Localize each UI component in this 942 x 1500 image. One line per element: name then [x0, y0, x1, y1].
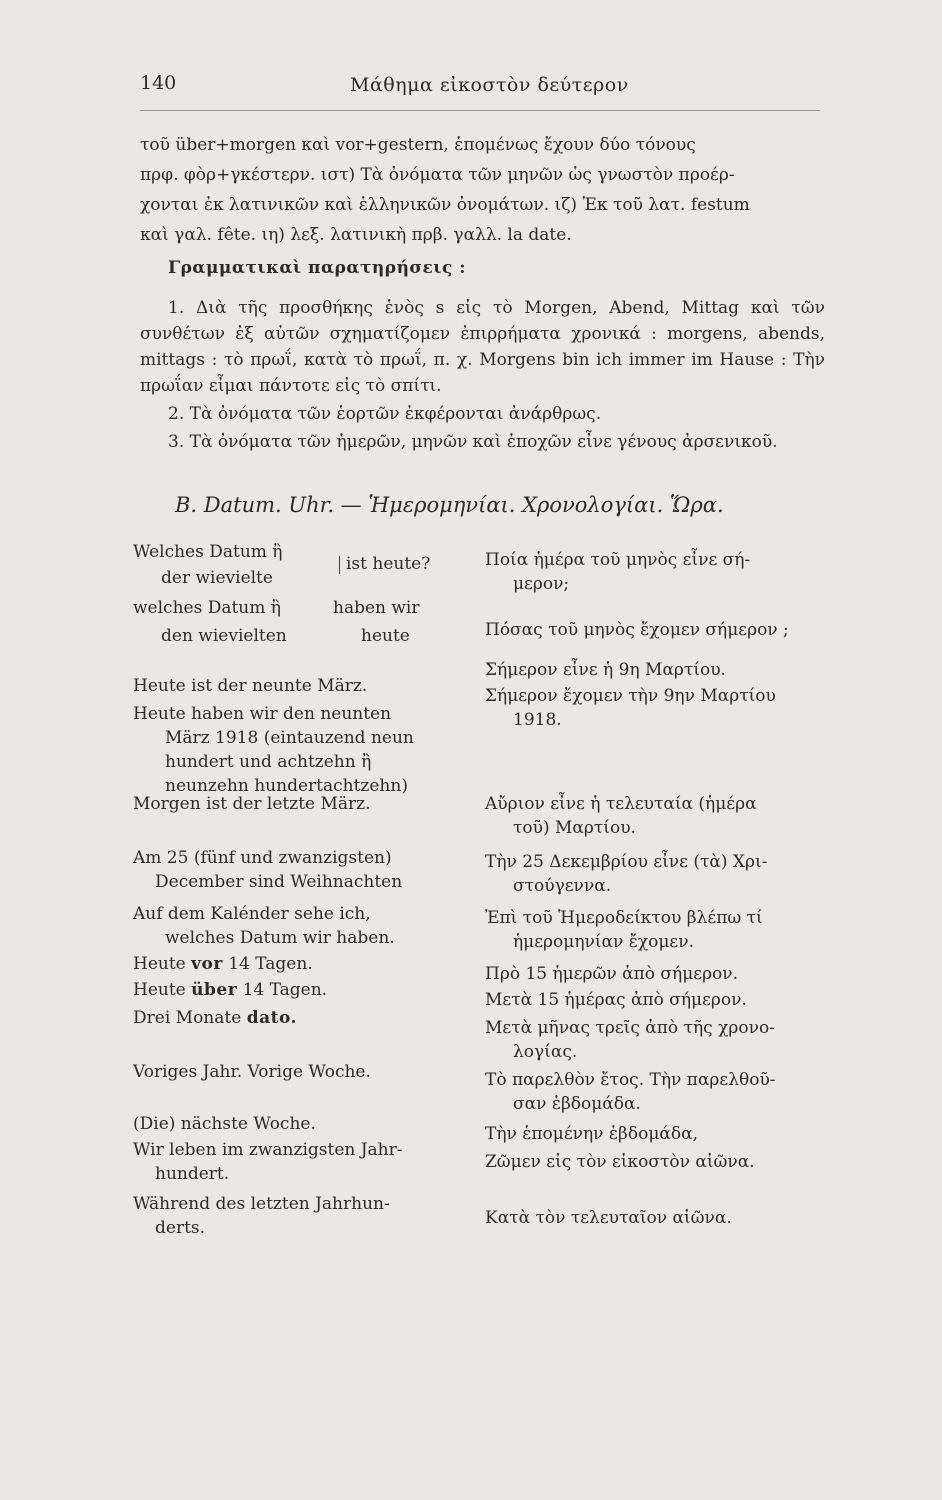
entry-line: Μετὰ 15 ἡμέρας ἀπὸ σήμερον. [485, 990, 747, 1010]
entry-line [133, 952, 473, 976]
entry-line: hundert und achtzehn ἢ [165, 752, 372, 772]
entry-line: Heute ist der neunte März. [133, 676, 368, 696]
entry-line: Heute haben wir den neunten [133, 704, 392, 724]
greek-entry [485, 988, 825, 1012]
german-entry [133, 1138, 473, 1186]
text-part: Drei Monate [133, 1008, 247, 1028]
entry-line: μερον; [513, 574, 570, 594]
entry-line: ἡμερομηνίαν ἔχομεν. [513, 932, 694, 952]
greek-entry [485, 1068, 825, 1116]
german-entry [133, 702, 473, 798]
note-item: 2. Τὰ ὀνόματα τῶν ἑορτῶν ἐκφέρονται ἀνάρθρως. [168, 404, 602, 424]
notes-heading: Γραμματικαὶ παρατηρήσεις : [168, 258, 467, 278]
entry-line: (Die) nächste Woche. [133, 1114, 316, 1134]
german-entry [133, 952, 473, 976]
greek-entry [485, 1122, 825, 1146]
german-entry [133, 674, 473, 698]
entry-line: März 1918 (eintauzend neun [165, 728, 414, 748]
entry-line: December sind Weihnachten [155, 872, 403, 892]
entry-line [133, 978, 473, 1002]
phrase: welches Datum ἢ [133, 598, 281, 618]
entry-line: στούγεννα. [513, 876, 612, 896]
grammar-notes [140, 295, 825, 457]
entry-line: Κατὰ τὸν τελευταῖον αἰῶνα. [485, 1208, 732, 1228]
entry-line: Wir leben im zwanzigsten Jahr- [133, 1140, 403, 1160]
page-header [140, 70, 820, 111]
entry-line: Μετὰ μῆνας τρεῖς ἀπὸ τῆς χρονο- [485, 1018, 775, 1038]
emphasis: vor [191, 954, 223, 974]
text-part: 14 Tagen. [222, 954, 313, 974]
greek-entry [485, 962, 825, 986]
entry-line: Σήμερον εἶνε ἡ 9η Μαρτίου. [485, 660, 726, 680]
entry-line: welches Datum wir haben. [165, 928, 395, 948]
entry-line: hundert. [155, 1164, 230, 1184]
intro-line: πρφ. φὸρ+γκέστερν. ιστ) Τὰ ὀνόματα τῶν μηνῶν ὡς γνωστὸν προέρ- [140, 165, 735, 185]
german-entry [133, 1060, 473, 1084]
entry-line: λογίας. [513, 1042, 578, 1062]
entry-line: σαν ἑβδομάδα. [513, 1094, 641, 1114]
entry-line: Voriges Jahr. Vorige Woche. [133, 1062, 371, 1082]
section-title: B. Datum. Uhr. — Ἡμερομηνίαι. Χρονολογίαι. Ὥρα. [175, 493, 724, 517]
greek-entry [485, 618, 825, 642]
entry-line: Ποία ἡμέρα τοῦ μηνὸς εἶνε σή- [485, 550, 751, 570]
greek-entry [485, 1016, 825, 1064]
emphasis: dato. [246, 1008, 297, 1028]
german-entry [133, 846, 473, 894]
greek-entry [485, 1150, 825, 1174]
german-entry [133, 792, 473, 816]
phrase [333, 552, 430, 576]
page-number: 140 [140, 72, 177, 94]
entry-line: Am 25 (fünf und zwanzigsten) [133, 848, 392, 868]
greek-entry [485, 792, 825, 840]
german-entry [133, 1006, 473, 1030]
phrase: Welches Datum ἢ [133, 542, 283, 562]
entry-line: Ἐπὶ τοῦ Ἡμεροδείκτου βλέπω τί [485, 908, 763, 928]
text-part: Heute [133, 954, 192, 974]
phrase: den wievielten [161, 626, 287, 646]
note-item: 1. Διὰ τῆς προσθήκης ἑνὸς s εἰς τὸ Morgen, Abend, Mittag καὶ τῶν συνθέτων ἐξ αὐτῶν σχηματίζομεν ἐπιρρήματα χρονικά : morgens, abends, mittags : τὸ πρωΐ, κατὰ τὸ πρωΐ, π. χ. Morgens bin ich immer im Hause : Τὴν πρωΐαν εἶμαι πάντοτε εἰς τὸ σπίτι. [140, 298, 825, 396]
entry-line: Auf dem Kalénder sehe ich, [133, 904, 371, 924]
running-title: Μάθημα εἰκοστὸν δεύτερον [350, 74, 629, 96]
entry-line: Σήμερον ἔχομεν τὴν 9ην Μαρτίου [485, 686, 776, 706]
entry-line [133, 1006, 473, 1030]
entry-line: derts. [155, 1218, 206, 1238]
intro-paragraph [140, 130, 825, 250]
greek-entry [485, 658, 825, 682]
greek-entry [485, 906, 825, 954]
german-entry [133, 1192, 473, 1240]
entry-line: Τὴν ἑπομένην ἑβδομάδα, [485, 1124, 698, 1144]
german-entry [133, 978, 473, 1002]
question-bracket [133, 540, 473, 650]
entry-line: Während des letzten Jahrhun- [133, 1194, 390, 1214]
intro-line: χονται ἐκ λατινικῶν καὶ ἑλληνικῶν ὀνομάτων. ιζ) Ἐκ τοῦ λατ. festum [140, 195, 750, 215]
entry-line: Τὸ παρελθὸν ἔτος. Τὴν παρελθοῦ- [485, 1070, 776, 1090]
german-entry [133, 902, 473, 950]
note-item: 3. Τὰ ὀνόματα τῶν ἡμερῶν, μηνῶν καὶ ἐποχῶν εἶνε γένους ἀρσενικοῦ. [168, 432, 778, 452]
phrase: der wievielte [161, 568, 273, 588]
entry-line: Τὴν 25 Δεκεμβρίου εἶνε (τὰ) Χρι- [485, 852, 768, 872]
german-entry [133, 1112, 473, 1136]
greek-entry [485, 548, 825, 596]
entry-line: 1918. [513, 710, 562, 730]
entry-line: Πόσας τοῦ μηνὸς ἔχομεν σήμερον ; [485, 620, 789, 640]
entry-line: Αὔριον εἶνε ἡ τελευταία (ἡμέρα [485, 794, 757, 814]
entry-line: Morgen ist der letzte März. [133, 794, 371, 814]
text-part: 14 Tagen. [237, 980, 328, 1000]
greek-entry [485, 850, 825, 898]
text-part: Heute [133, 980, 192, 1000]
phrase-text: ist heute? [346, 554, 431, 574]
intro-line: τοῦ über+morgen καὶ vor+gestern, ἑπομένως ἔχουν δύο τόνους [140, 135, 696, 155]
greek-entry [485, 1206, 825, 1230]
entry-line: neunzehn hundertachtzehn) [165, 776, 408, 796]
intro-line: καὶ γαλ. fête. ιη) λεξ. λατινικὴ πρβ. γαλλ. la date. [140, 225, 572, 245]
phrase: heute [361, 626, 410, 646]
greek-entry [485, 684, 825, 732]
entry-line: τοῦ) Μαρτίου. [513, 818, 636, 838]
entry-line: Ζῶμεν εἰς τὸν εἰκοστὸν αἰῶνα. [485, 1152, 755, 1172]
entry-line: Πρὸ 15 ἡμερῶν ἀπὸ σήμερον. [485, 964, 739, 984]
emphasis: über [191, 980, 238, 1000]
phrase: haben wir [333, 598, 420, 618]
